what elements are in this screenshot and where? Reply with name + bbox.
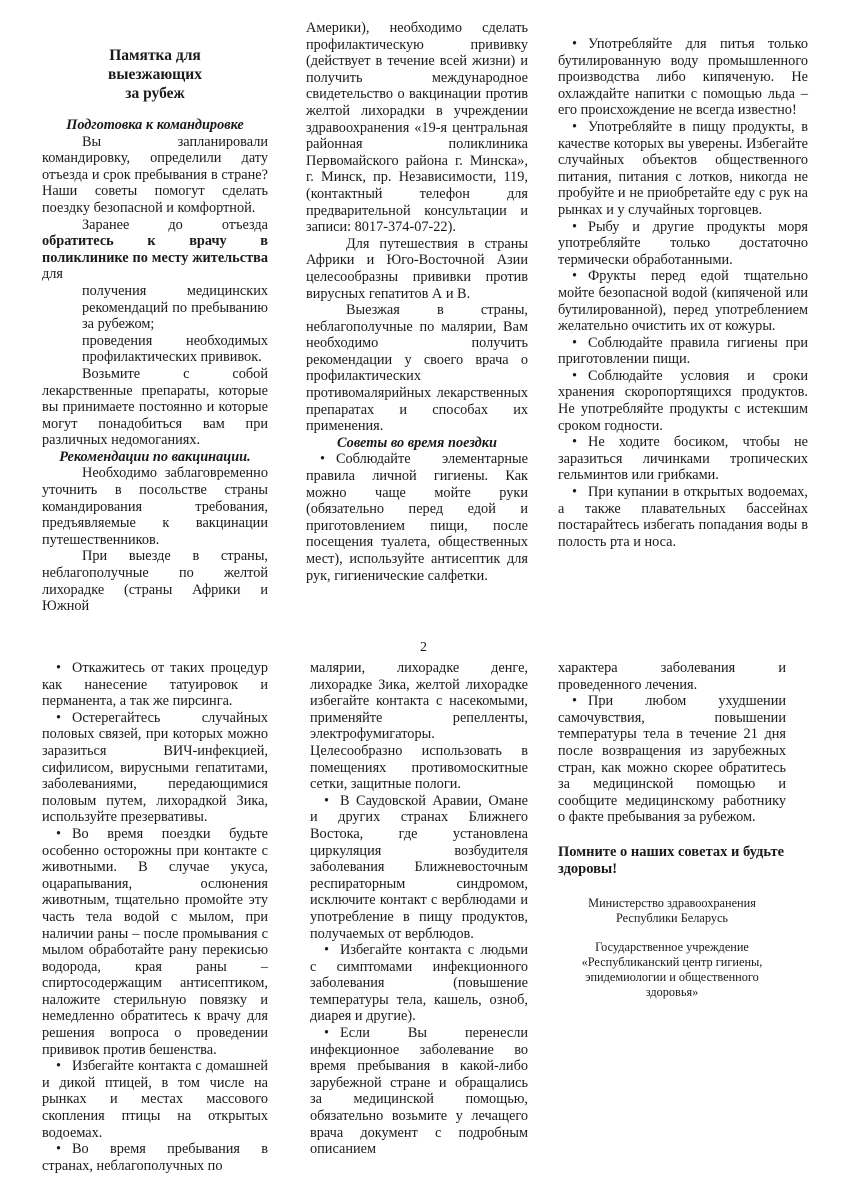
list-item: • Рыбу и другие продукты моря употребляйте только достаточно термически обработанными. <box>558 219 808 269</box>
column-5 <box>310 660 528 1158</box>
list-item: • Во время пребывания в странах, неблагополучных по <box>42 1141 268 1174</box>
paragraph: малярии, лихорадке денге, лихорадке Зика, желтой лихорадке избегайте контакта с насекомыми, применяйте репелленты, электрофумигаторы. <box>310 660 528 743</box>
list-item: • В Саудовской Аравии, Омане и других странах Ближнего Востока, где установлена циркуляция возбудителя заболевания Ближневосточным респираторным синдромом, исключите контакт с верблюдами и употребление в пищу продуктов, получаемых от верблюдов. <box>310 793 528 942</box>
paragraph: характера заболевания и проведенного лечения. <box>558 660 786 693</box>
list-item: • Остерегайтесь случайных половых связей, при которых можно заразиться ВИЧ-инфекцией, сифилисом, вирусными гепатитами, заболеваниями, передающимися половым путем, лихорадкой Зика, используйте презервативы. <box>42 710 268 826</box>
list-item: • При любом ухудшении самочувствия, повышении температуры тела в течение 21 дня после возвращения из зарубежных стран, как можно скорее обратитесь за медицинской помощью и сообщите медицинскому работнику о факте пребывания за рубежом. <box>558 693 786 826</box>
list-item: • Избегайте контакта с домашней и дикой птицей, в том числе на рынках и местах массового скопления птицы на открытых водоемах. <box>42 1058 268 1141</box>
prep-heading: Подготовка к командировке <box>66 117 244 133</box>
paragraph: проведения необходимых профилактических прививок. <box>82 332 268 366</box>
paragraph: Америки), необходимо сделать профилактическую прививку (действует в течение всей жизни) и получить международное свидетельство о вакцинации против желтой лихорадки в учреждении здравоохранения «19-я центральная районная поликлиника Первомайского района г. Минска», г. Минск, пр. Независимости, 119, (контактный телефон для предварительной консультации и записи: 8017-374-07-22). <box>306 20 528 236</box>
paragraph: получения медицинских рекомендаций по пребыванию за рубежом; <box>82 282 268 333</box>
paragraph: Выезжая в страны, неблагополучные по малярии, Вам необходимо получить рекомендации у своего врача о профилактических противомалярийных лекарственных препаратах и способах их применения. <box>306 302 528 435</box>
signature-center: Государственное учреждение «Республиканский центр гигиены, эпидемиологии и общественного здоровья» <box>581 939 763 999</box>
column-4 <box>42 660 268 1174</box>
paragraph: Вы запланировали командировку, определили дату отъезда и срок пребывания в стране? Наши советы помогут сделать поездку безопасной и комфортной. <box>42 133 268 216</box>
list-item: • Избегайте контакта с людьми с симптомами инфекционного заболевания (повышение температуры тела, кашель, озноб, диарея и другие). <box>310 942 528 1025</box>
paragraph: Для путешествия в страны Африки и Юго-Восточной Азии целесообразны прививки против вирусных гепатитов А и В. <box>306 235 528 302</box>
trip-advice-heading: Советы во время поездки <box>337 434 497 451</box>
signature-ministry: Министерство здравоохранения Республики Беларусь <box>588 895 756 925</box>
column-1 <box>42 46 268 615</box>
paragraph: При выезде в страны, неблагополучные по желтой лихорадке (страны Африки и Южной <box>42 548 268 615</box>
list-item: • Фрукты перед едой тщательно мойте безопасной водой (кипяченой или бутилированной), перед употреблением желательно очистить их от кожуры. <box>558 268 808 334</box>
paragraph: Целесообразно использовать в помещениях противомоскитные сетки, защитные пологи. <box>310 742 528 793</box>
list-item: • Употребляйте для питья только бутилированную воду промышленного производства либо кипяченую. Не охлаждайте напитки с помощью льда – его происхождение не всегда известно! <box>558 36 808 119</box>
paragraph: Необходимо заблаговременно уточнить в посольстве страны командирования требования, предъявляемые к вакцинации путешественников. <box>42 465 268 548</box>
paragraph: Возьмите с собой лекарственные препараты, которые вы принимаете постоянно и которые могут понадобиться вам при различных недомоганиях. <box>42 365 268 449</box>
page-title: Памятка для выезжающих за рубеж <box>108 47 202 102</box>
list-item: • Употребляйте в пищу продукты, в качестве которых вы уверены. Избегайте случайных объектов общественного питания, питания с лотков, никогда не пробуйте и не приобретайте еду с рук на рынках и у случайных торговцев. <box>558 119 808 219</box>
list-item: • При купании в открытых водоемах, а также плавательных бассейнах постарайтесь избегать попадания воды в полость рта и носа. <box>558 484 808 550</box>
page-number: 2 <box>420 640 427 655</box>
column-3 <box>558 36 808 550</box>
paragraph-doctor: Заранее до отъезда обратитесь к врачу в поликлинике по месту жительства для <box>42 216 268 283</box>
list-item: • Не ходите босиком, чтобы не заразиться личинками тропических гельминтов или грибками. <box>558 434 808 484</box>
closing-note: Помните о наших советах и будьте здоровы! <box>558 843 785 877</box>
list-item: • Соблюдайте элементарные правила личной гигиены. Как можно чаще мойте руки (обязательно перед едой и приготовлением пищи, после посещения туалета, общественных мест), используйте антисептик для рук, гигиенические салфетки. <box>306 451 528 584</box>
vaccination-heading: Рекомендации по вакцинации. <box>59 448 251 465</box>
list-item: • Соблюдайте условия и сроки хранения скоропортящихся продуктов. Не употребляйте продукты с истекшим сроком годности. <box>558 368 808 434</box>
column-2 <box>306 20 528 584</box>
list-item: • Если Вы перенесли инфекционное заболевание во время пребывания в какой-либо зарубежной стране и обращались за медицинской помощью, обязательно возьмите у лечащего врача документ с подробным описанием <box>310 1025 528 1158</box>
column-6 <box>558 660 786 1000</box>
list-item: • Откажитесь от таких процедур как нанесение татуировок и перманента, а так же пирсинга. <box>42 660 268 710</box>
list-item: • Соблюдайте правила гигиены при приготовлении пищи. <box>558 335 808 368</box>
list-item: • Во время поездки будьте особенно осторожны при контакте с животными. В случае укуса, оцарапывания, ослюнения животным, тщательно промойте эту часть тела водой с мылом, при наличии раны – после промывания с мылом обработайте рану перекисью водорода, края раны – спиртосодержащим антисептиком, наложите стерильную повязку и немедленно обратитесь к врачу для решения вопроса о проведении прививок против бешенства. <box>42 826 268 1058</box>
